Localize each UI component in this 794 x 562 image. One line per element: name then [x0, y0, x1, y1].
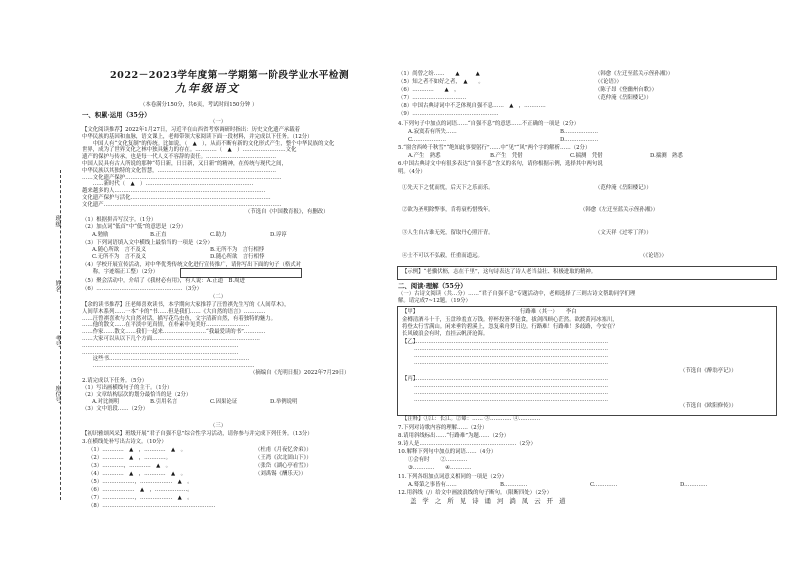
q3-item-6: （6）……………… ▲ ，………………。	[88, 487, 193, 493]
q2-option-b: B.引用名言	[150, 399, 178, 405]
q11-option-d: D.…………	[680, 482, 708, 488]
q4-option-d: D.………………	[560, 137, 599, 143]
q6-item-3: ③人生自古谁无死，留取丹心照汗青。	[402, 230, 494, 236]
q3-source-2: （王湾《次北固山下》）	[255, 455, 312, 461]
q2-option-d: D.举例说明	[270, 399, 298, 405]
r-top-source-4: （范仲淹《岳阳楼记》）	[595, 95, 652, 101]
p1-line: 中华民族的基因和血脉，语文课上，老师带领大家阅读下面一段材料，并完成以下任务。（12分）	[82, 133, 313, 140]
q5-option-b: B.产生 凭借	[490, 153, 523, 159]
q3-item-3: （3）…………，………… ▲ 。	[88, 463, 172, 469]
poemA-line: 金樽清酒斗十千，玉盘珍羞直万钱。停杯投箸不能食，拔剑四顾心茫然。欲渡黄河冰塞川，	[402, 317, 618, 323]
question-1-2: （2）加点词“低首”中“低”的意思是（2分）	[82, 224, 187, 230]
q10-options-2: ③………… ④…………	[408, 465, 472, 471]
passage-1-source: （节选自《中国教育报》，有删改）	[245, 209, 329, 215]
q11-option-b: B.…………	[500, 482, 528, 488]
p1-line: 越来越多的人…………………………………………………………………………	[82, 188, 266, 195]
r-top-source-1: （韩愈《左迁至蓝关示侄孙湘》）	[595, 71, 674, 77]
margin-label-exam-no: 考号	[54, 335, 61, 347]
exam-subject: 九年级语文	[175, 82, 240, 95]
q1-option-a: A.勉励	[92, 232, 109, 238]
exam-title: 2022－2023学年度第一学期第一阶段学业水平检测	[110, 70, 350, 81]
q2-option-a: A.对比阐明	[92, 399, 120, 405]
r-top-source-2: （《论语》）	[595, 79, 622, 85]
margin-label-class: 班级	[54, 215, 61, 227]
q3-item-7: （7）………………，……………… ▲ 。	[88, 495, 193, 501]
poemA-line: 长风破浪会有时，直挂云帆济沧海。	[402, 331, 489, 337]
part-3-heading: （三）	[210, 423, 227, 429]
p2-line: ……汪曾祺喜欢与大自然对话，描写花鸟虫鱼，文字清新自然，有着独特的魅力。	[82, 315, 277, 322]
q1b-option-d: D.随心所欲 言行相悖	[210, 254, 265, 260]
margin-label-seat: 座位号	[54, 385, 61, 403]
question-1-4b: 称，字迹端正工整）（2分）	[82, 269, 159, 275]
question-2-1: （1）写出画横线句子的主干。（1分）	[82, 385, 173, 391]
exam-note: （本卷满分150分，共6页，考试时间150分钟 ）	[140, 102, 258, 108]
q4-option-a: A.寂寞若有所失……	[408, 129, 457, 135]
q1-option-c: C.助力	[210, 232, 227, 238]
question-3: 3.在横线处补写出古诗文。（10分）	[82, 439, 167, 445]
q3-item-5: （5）………………，……………… ▲ 。	[88, 479, 193, 485]
q5-option-a: A.产生 熟悉	[408, 153, 441, 159]
question-1-4: （4）学校开展宣传活动，对中华优秀传统文化进行宣传推广，请你写出下面的句子（格式对	[82, 262, 302, 268]
poem-b-source: （节选自《醉翁亭记》）	[680, 368, 737, 374]
question-6b: 明。（4分）	[398, 169, 426, 175]
q11-option-a: A.蓦第之事皆有……	[408, 482, 457, 488]
poemB-line: ………………………………………………………………………………………………	[414, 360, 609, 366]
poem-b-label: 【乙】	[402, 339, 419, 345]
poem-a-title: 行路难（其一） 李白	[520, 309, 577, 315]
p1-line: 文化遗产………………………………………………………………………………………	[82, 201, 282, 208]
p1-line: 中国人民具有古人所说的那种“苟日新，日日新，又日新”的精神，在传统与现代之间，	[82, 161, 287, 167]
margin-label-name: 姓名	[54, 280, 61, 292]
q1-option-d: D.谆谆	[270, 232, 287, 238]
question-1-3: （3）下列词语填入文中横线上最恰当的一项是（2分）	[82, 240, 213, 246]
q6-source-4: （《论语》）	[640, 253, 667, 259]
poemC-line: ………………………………………………………………………………………………	[414, 390, 609, 396]
calligraphy-box	[180, 268, 302, 278]
q6-source-1: （范仲淹《岳阳楼记》）	[595, 185, 652, 191]
part-1-heading: （一）	[210, 119, 227, 125]
part-2-heading: （二）	[210, 294, 227, 300]
p2-line: 人间草木系列……一本“卡的”书……但是我们……《大自然的语言》…………	[82, 308, 266, 315]
poem-c-source: （节选自《欧阳修传》）	[680, 403, 737, 409]
r-top-item-1: （1）尚曾之纷…… ▲ ▲	[398, 71, 480, 77]
part-3-intro: 【初识雅颂风采】班级开展“君子自强不息”综合性学习活动，请你参与并完成下列任务。（13分）	[82, 431, 313, 437]
p1-line: 中华民族以其独特的文化智慧，…………………………………………………………	[82, 167, 277, 174]
section-2-heading: 二、阅读·理解（55分）	[398, 282, 467, 290]
question-7: 7.下列对诗歌内容的理解……（2分）	[398, 425, 488, 431]
q3-source-3: （张岱《湖心亭看雪》）	[255, 463, 312, 469]
p1-line: 文化遗产保护与活化……………………………………………………………………	[82, 195, 271, 201]
p1-line: ……新时代（ ▲ ）……………………………………………………	[82, 181, 254, 188]
poemB-line: ………………………………………………………………………………………………	[414, 339, 609, 345]
q6-source-2: （韩愈《左迁至蓝关示侄孙湘》）	[580, 207, 659, 213]
poemC-line: ………………………………………………………………………………………………	[414, 376, 609, 382]
q3-item-4: （4）………… ▲ ，………… ▲ 。	[88, 471, 186, 477]
p1-line: 世界，成为了世界文化之林中独具魅力的存在。…………（ ▲ ）……………………文化	[82, 147, 297, 154]
p1-line: 遗产的保护与传承，也是每一代人义不容辞的责任。…………………………………	[82, 154, 277, 161]
passage-2-source: （摘编自《光明日报》2022年7月29日）	[250, 370, 350, 376]
question-10: 10.解释下列句中加点的词语……（4分）	[398, 449, 497, 455]
p2-line: 这些书……………………………………………………………………	[82, 356, 250, 363]
q1b-option-b: B.无所不为 言行相悖	[210, 247, 265, 253]
question-11: 11.下列各组加点词意义相同的一项是（2分）	[398, 474, 508, 480]
q6-item-4: ④士不可以不弘毅，任重而道远。	[402, 253, 483, 259]
question-1-5: （5）聚会活动中，介绍了《我材必有用》，有人说：A.正道 B.周进	[82, 278, 245, 284]
p2-line: ……大家可以从以下几个方面……………………………………………………	[82, 336, 260, 342]
section-1-heading: 一、积累·运用（35分）	[82, 111, 151, 119]
r-top-item-3: （6）………… ▲ ，	[398, 87, 460, 93]
p2-line: ……………………………………………………………………………	[82, 342, 239, 349]
q12-sentence: 盖 学 之 所 见 诗 诵 河 淌 凤 云 开 道	[410, 497, 568, 505]
p1-line: 中国人有“文化复制”的传统。比如说，（ ▲ ），从而不断有新的文化形式产生，整个中华民族的文化	[82, 140, 335, 147]
q1-option-b: B.正直	[150, 232, 167, 238]
p2-line: ……他的散文……在平淡中见真情，在朴素中见美好……………………	[82, 322, 250, 329]
notes: 【注释】①江：长江。②颦：…… ③………… ④…………	[402, 416, 541, 422]
question-8: 8.请用斜线标出……“行路难”为题……（2分）	[398, 433, 510, 439]
r-top-item-6: （9）…………………………………………	[398, 111, 499, 117]
p2-line: ……作家……散文……我们一起来……………………“我最爱读的书”…………	[82, 329, 266, 336]
q3-item-2: （2）………… ▲ ，…………。	[88, 455, 172, 461]
p1-line: 【文化阅读推荐】2022年1月27日，习近平在山西省考察调研时指出：历史文化遗产承载着	[82, 127, 301, 133]
question-5: 5.“窗含西岭千秋雪”“绝知此事要躬行”……中“见”“风”两个字的解析……（2分）	[398, 145, 591, 151]
question-4: 4.下列句子中加点的词语……“自强不息”的意思……不正确的一项是（2分）	[398, 121, 580, 127]
poemB-line: ………………………………………………………………………………………………	[414, 353, 609, 359]
q2-option-c: C.因果论证	[210, 399, 238, 405]
poemC-line: ………………………………………………………………………………………………	[414, 397, 609, 403]
q6-item-2: ②欲为圣明除弊事，肯将衰朽惜残年。	[402, 207, 494, 213]
question-1-1: （1）根据拼音写汉字。（1分）	[82, 217, 157, 223]
question-9: 9.诗人是………………………………………………（2分）	[398, 441, 536, 447]
q1b-option-a: A.随心所欲 言不及义	[92, 247, 147, 253]
question-12: 12.用斜线（/）给文中画波浪线的句子断句。（限断四处）（2分）	[398, 490, 552, 496]
q3-item-8: （8）………………………………………………………	[88, 503, 216, 509]
part-4-intro: （一）古诗文阅读（共…分）……“君子自强不息”专题活动中，老师选择了三则古诗文帮助同学们理	[398, 291, 636, 297]
poemA-line: 将登太行雪满山。闲来垂钓碧溪上，忽复乘舟梦日边。行路难！行路难！多歧路，今安在？	[402, 324, 618, 330]
p2-line: 【余的读书推荐】汪老师喜欢读书，本学期向大家推荐了汪曾祺先生写的《人间草木》，	[82, 302, 290, 308]
r-top-source-3: （陈子昂《登幽州台歌》）	[595, 87, 657, 93]
q1b-option-c: C.无所不为 言不及义	[92, 254, 147, 260]
poemC-line: ………………………………………………………………………………………………	[414, 383, 609, 389]
r-top-item-4: （7）…………………………	[398, 95, 467, 101]
question-2: 2.请完成以下任务。（5分）	[82, 378, 148, 384]
q4-option-c: C.………………	[408, 137, 446, 143]
question-6: 6.中国古典诗文中有很多表达“自强不息”含义的名句，请你根据示例，选择其中两句说	[398, 161, 603, 167]
q3-source-1: （杜甫《月夜忆舍弟》）	[255, 447, 312, 453]
q10-options-1: ①会有时 ②…………	[408, 457, 468, 463]
p2-line: ………………………………………………………………………………	[82, 363, 255, 370]
poem-a-label: 【甲】	[402, 309, 419, 315]
p2-line: ……………………………………………………………………………	[82, 349, 239, 356]
q11-option-c: C.…………	[590, 482, 618, 488]
p1-line: ……文化遗产保护……………………………………………………………………………	[82, 174, 282, 181]
q5-option-c: C.揣测 凭借	[570, 153, 603, 159]
question-2-3: （3）文中语段……（2分）	[82, 406, 149, 412]
q3-source-4: （刘禹锡《酬乐天》）	[255, 471, 307, 477]
q4-option-b: B.………………	[560, 129, 599, 135]
part-4-sub: 解。请完成7~12题。（19分）	[398, 298, 471, 304]
poem-c-label: 【丙】	[402, 376, 419, 382]
q6-item-1: ①先天下之忧而忧，后天下之乐而乐。	[402, 185, 494, 191]
q6-source-3: （文天祥《过零丁洋》）	[595, 230, 652, 236]
question-1-6: （6）…………………………………………（3分）	[82, 286, 203, 292]
question-2-2: （2）文章结构层次的划分最恰当的是（2分）	[82, 392, 192, 398]
q5-option-d: D.揣测 熟悉	[650, 153, 683, 159]
example-text: 【示例】“老骥伏枥，志在千里”，这句诗表达了诗人老当益壮、积极进取的精神。	[402, 269, 597, 275]
poemB-line: ………………………………………………………………………………………………	[414, 346, 609, 352]
r-top-item-5: （8）中国古典诗词中不乏体现自强不息…… ▲ ，…………	[398, 103, 546, 109]
q3-item-1: （1）………… ▲ ，………… ▲ 。	[88, 447, 186, 453]
r-top-item-2: （5）知之者不如好之者， ▲ 。	[398, 79, 484, 85]
